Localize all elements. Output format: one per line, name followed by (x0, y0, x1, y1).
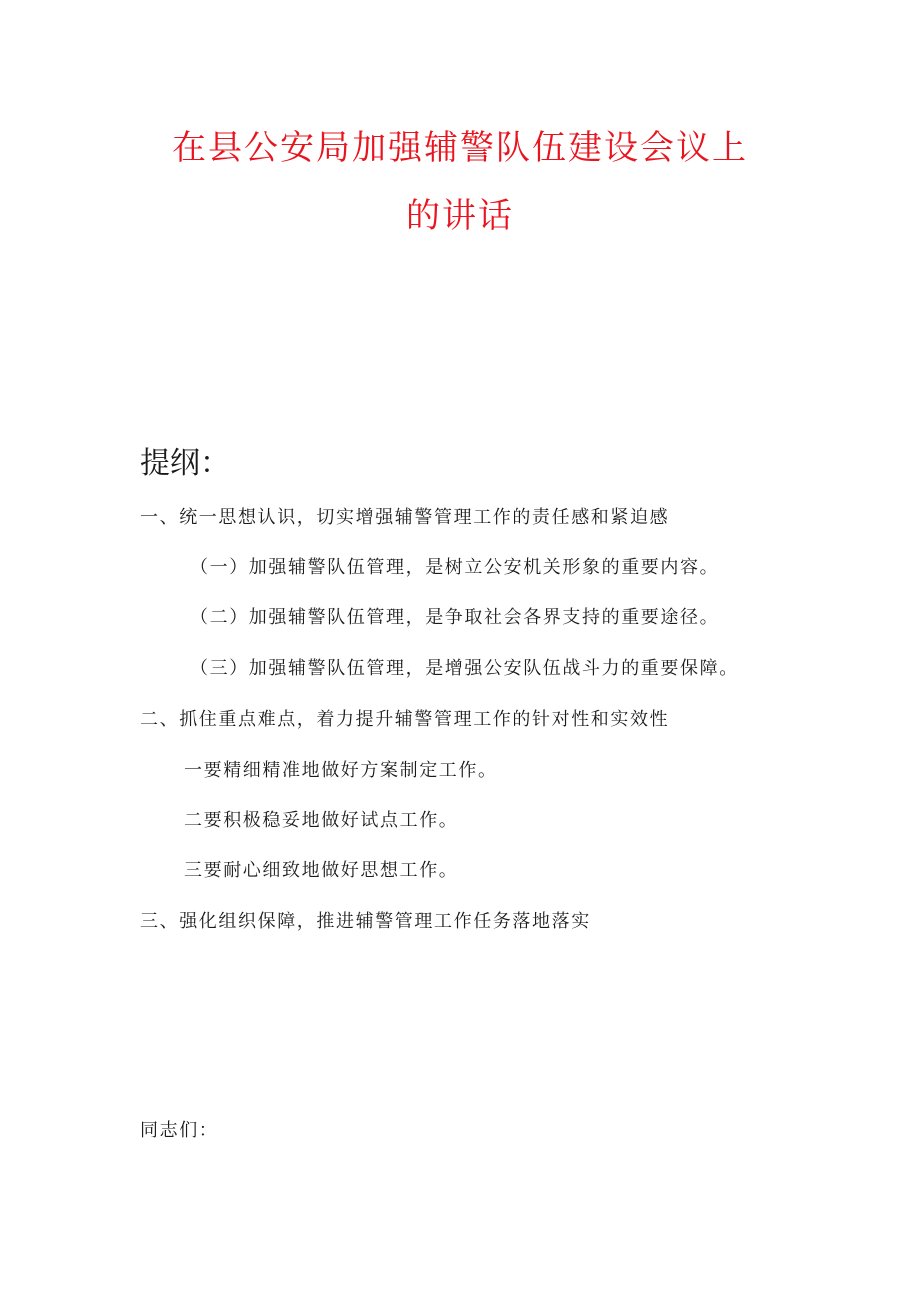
document-title-line-1: 在县公安局加强辅警队伍建设会议上 (172, 128, 748, 168)
section-2-item-2: 二要积极稳妥地做好试点工作。 (184, 810, 459, 831)
document-title-line-2: 的讲话 (406, 196, 514, 236)
section-1-item-2: （二）加强辅警队伍管理，是争取社会各界支持的重要途径。 (190, 607, 720, 628)
outline-heading: 提纲： (140, 446, 230, 481)
section-2-item-3: 三要耐心细致地做好思想工作。 (184, 860, 459, 881)
section-2-item-1: 一要精细精准地做好方案制定工作。 (184, 760, 498, 781)
section-heading-3: 三、强化组织保障，推进辅警管理工作任务落地落实 (140, 911, 591, 932)
section-1-item-3: （三）加强辅警队伍管理，是增强公安队伍战斗力的重要保障。 (190, 658, 739, 679)
salutation: 同志们： (140, 1120, 219, 1141)
section-heading-1: 一、统一思想认识，切实增强辅警管理工作的责任感和紧迫感 (140, 507, 670, 528)
section-1-item-1: （一）加强辅警队伍管理，是树立公安机关形象的重要内容。 (190, 557, 720, 578)
section-heading-2: 二、抓住重点难点，着力提升辅警管理工作的针对性和实效性 (140, 709, 670, 730)
